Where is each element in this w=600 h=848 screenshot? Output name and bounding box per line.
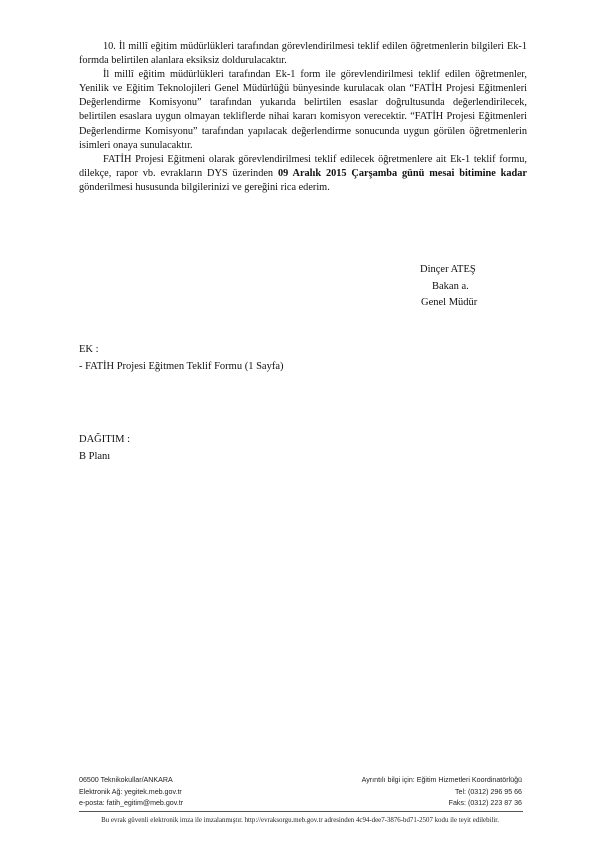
footer-phone: Tel: (0312) 296 95 66 [454,787,522,796]
footer-address-line: 06500 Teknikokullar/ANKARA [79,776,173,784]
distribution-heading: DAĞITIM : [79,434,131,445]
signatory-name: Dinçer ATEŞ [420,264,476,275]
attachment-item: - FATİH Projesi Eğitmen Teklif Formu (1 Sayfa) [79,360,284,372]
deadline-text: 09 Aralık 2015 Çarşamba günü mesai bitimine kadar [277,167,527,179]
paragraph-2: İl millî eğitim müdürlükleri tarafından Ek-1 form ile görevlendirilmesi teklif edilen öğretmenler, Yenilik ve Eğitim Teknolojileri Genel Müdürlüğü bünyesinde kurulacak olan “FATİH Projesi Eğitmenleri Değerlendirme Komisyonu” tarafından yukarıda belirtilen esaslar doğrultusunda değerlendirilecek, belirtilen esaslara uygun olmayan tekliflerde nihai kararı komisyon verecektir. “FATİH Projesi Eğitmenleri Değerlendirme Komisyonu” tarafından yapılacak değerlendirme sonucunda uygun görülen öğretmenlerin isimleri onaya sunulacaktır. [79,69,527,151]
paragraph-1: 10. İl millî eğitim müdürlükleri tarafından görevlendirilmesi teklif edilen öğretmenlerin bilgileri Ek-1 formda belirtilen alanlara eksiksiz doldurulacaktır. [79,41,527,67]
footer-fax: Faks: (0312) 223 87 36 [448,799,522,807]
signatory-authority: Bakan a. [432,280,469,292]
signatory-title: Genel Müdür [421,297,478,308]
paragraph-3-text: FATİH Projesi Eğitmeni olarak görevlendirilmesi teklif edilecek öğretmenlere ait Ek-1 teklif formu, dilekçe, rapor vb. evrakların DYS üzerinden [79,153,527,179]
footer-website: Elektronik Ağ: yegitek.meb.gov.tr [79,787,182,796]
attachments-section [79,342,283,375]
distribution-section [79,432,130,465]
footer-contact-info: Ayrıntılı bilgi için: Eğitim Hizmetleri Koordinatörlüğü [361,776,522,784]
paragraph-3-text-end: gönderilmesi hususunda bilgilerinizi ve gereğini rica ederim. [79,181,330,193]
e-signature-verification: Bu evrak güvenli elektronik imza ile imzalanmıştır. http://evraksorgu.meb.gov.tr adresinden 4c94-dee7-3876-bd71-2507 kodu ile teyit edilebilir. [101,817,499,824]
paragraph-3 [79,153,527,195]
attachments-heading: EK : [79,344,99,355]
document-body [79,40,527,195]
footer-address [79,775,183,810]
signature-block [412,262,477,312]
footer-email: e-posta: fatih_egitim@meb.gov.tr [79,799,184,807]
footer-contact [318,775,522,810]
footer-divider [79,811,523,812]
distribution-item: B Planı [79,450,111,462]
